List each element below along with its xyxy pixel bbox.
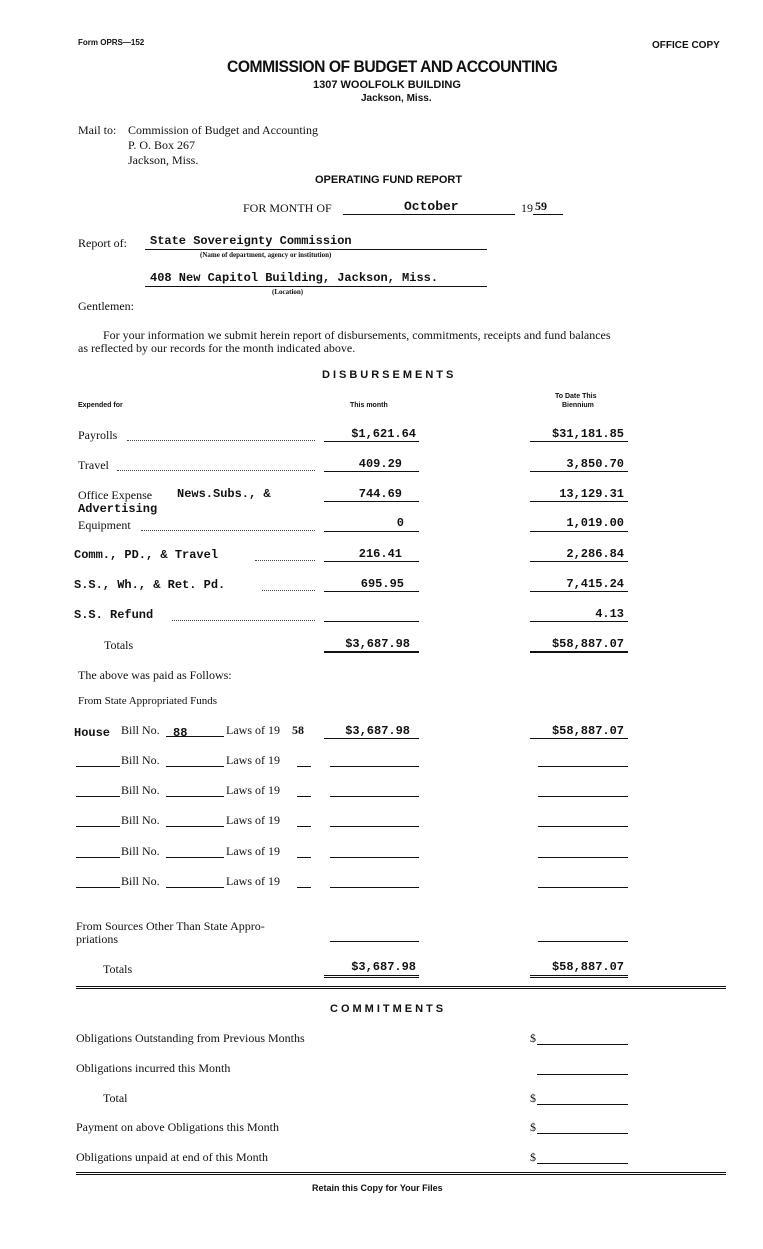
retain-notice: Retain this Copy for Your Files xyxy=(312,1183,443,1193)
commit-dollar: $ xyxy=(530,1091,536,1105)
disb-month-comm[interactable]: 216.41 xyxy=(358,547,402,561)
location-caption: (Location) xyxy=(272,288,304,296)
bill-prefix-line xyxy=(76,857,120,858)
laws-year[interactable]: 58 xyxy=(292,723,304,737)
laws-of-label: Laws of 19 xyxy=(226,723,280,737)
department-line xyxy=(145,249,487,250)
disb-todate-travel[interactable]: 3,850.70 xyxy=(566,457,624,471)
intro-line-2: as reflected by our records for the month indicated above. xyxy=(78,341,356,355)
month-amount-line xyxy=(324,531,419,532)
bill-number-line xyxy=(166,857,224,858)
disb-dots xyxy=(127,440,315,441)
paid-totals-label: Totals xyxy=(103,962,133,976)
office-copy-label: OFFICE COPY xyxy=(652,40,720,51)
month-amount-line xyxy=(330,796,419,797)
disb-dots xyxy=(141,530,315,531)
col-to-date-1: To Date This xyxy=(555,393,597,400)
mail-to-line1: Commission of Budget and Accounting xyxy=(128,123,318,137)
month-amount-line xyxy=(324,738,419,739)
todate-amount-line xyxy=(538,941,628,942)
todate-amount-line xyxy=(530,501,628,502)
commit-amount-line xyxy=(537,1104,628,1105)
laws-of-label: Laws of 19 xyxy=(226,874,280,888)
disb-label-office-expense: Office Expense xyxy=(78,488,153,502)
month-value[interactable]: October xyxy=(404,199,459,214)
commit-dollar: $ xyxy=(530,1150,536,1164)
for-month-label: FOR MONTH OF xyxy=(243,201,332,215)
city-address: Jackson, Miss. xyxy=(361,93,432,104)
col-this-month: This month xyxy=(350,402,388,409)
commit-amount-line xyxy=(537,1133,628,1134)
disb-month-equipment[interactable]: 0 xyxy=(396,516,404,530)
department-caption: (Name of department, agency or institution) xyxy=(200,251,332,259)
todate-amount-line xyxy=(530,591,628,592)
page-title: COMMISSION OF BUDGET AND ACCOUNTING xyxy=(227,57,558,76)
year-blank-line xyxy=(297,796,311,797)
disb-label-comm[interactable]: Comm., PD., & Travel xyxy=(74,548,219,562)
department-value[interactable]: State Sovereignty Commission xyxy=(150,234,352,248)
commit-label-incurred: Obligations incurred this Month xyxy=(76,1061,231,1075)
bill-month-amount[interactable]: $3,687.98 xyxy=(345,724,410,738)
disb-office-expense-detail-2[interactable]: Advertising xyxy=(78,502,158,516)
report-title: OPERATING FUND REPORT xyxy=(315,174,463,186)
disb-label-payrolls: Payrolls xyxy=(78,428,118,442)
laws-of-label: Laws of 19 xyxy=(226,783,280,797)
todate-amount-line xyxy=(538,826,628,827)
laws-of-label: Laws of 19 xyxy=(226,813,280,827)
commit-label-payment: Payment on above Obligations this Month xyxy=(76,1120,279,1134)
month-amount-line xyxy=(324,591,419,592)
todate-total-line xyxy=(530,975,628,978)
col-expended-for: Expended for xyxy=(78,402,123,409)
commit-dollar: $ xyxy=(530,1120,536,1134)
salutation: Gentlemen: xyxy=(78,299,134,313)
disb-dots xyxy=(172,620,315,621)
other-sources-line1: From Sources Other Than State Appro- xyxy=(76,919,265,933)
month-amount-line xyxy=(324,561,419,562)
bill-number-line xyxy=(166,796,224,797)
bill-prefix-line xyxy=(76,766,120,767)
disb-label-equipment: Equipment xyxy=(78,518,131,532)
disb-todate-ss[interactable]: 7,415.24 xyxy=(566,577,624,591)
disb-month-payrolls[interactable]: $1,621.64 xyxy=(351,427,416,441)
todate-amount-line xyxy=(538,766,628,767)
month-amount-line xyxy=(330,766,419,767)
bill-house[interactable]: House xyxy=(74,726,111,740)
todate-amount-line xyxy=(530,531,628,532)
mail-to-label: Mail to: xyxy=(78,123,117,137)
disb-todate-ss-refund[interactable]: 4.13 xyxy=(595,607,624,621)
form-number: Form OPRS—152 xyxy=(78,38,145,47)
month-amount-line xyxy=(330,857,419,858)
commit-amount-line xyxy=(537,1163,628,1164)
disb-dots xyxy=(117,470,315,471)
location-value[interactable]: 408 New Capitol Building, Jackson, Miss. xyxy=(150,271,439,285)
bill-prefix-line xyxy=(76,826,120,827)
bill-no-label: Bill No. xyxy=(121,753,160,767)
bill-no-label: Bill No. xyxy=(121,844,160,858)
bill-todate-amount[interactable]: $58,887.07 xyxy=(551,724,624,738)
todate-amount-line xyxy=(530,441,628,442)
month-amount-line xyxy=(324,441,419,442)
bill-number-line xyxy=(166,887,224,888)
month-amount-line xyxy=(324,501,419,502)
paid-heading: The above was paid as Follows: xyxy=(78,668,232,682)
disb-total-todate[interactable]: $58,887.07 xyxy=(551,637,624,651)
todate-amount-line xyxy=(530,738,628,739)
commit-label-total: Total xyxy=(103,1091,128,1105)
todate-amount-line xyxy=(538,857,628,858)
bill-number-line xyxy=(166,826,224,827)
commitments-heading: COMMITMENTS xyxy=(330,1003,447,1015)
disb-total-month[interactable]: $3,687.98 xyxy=(345,637,410,651)
commit-amount-line xyxy=(537,1074,628,1075)
bill-number[interactable]: 88 xyxy=(173,726,188,740)
mail-to-line3: Jackson, Miss. xyxy=(128,153,199,167)
month-total-line xyxy=(324,651,419,653)
disb-label-travel: Travel xyxy=(78,458,109,472)
bill-no-label: Bill No. xyxy=(121,723,160,737)
year-blank-line xyxy=(297,887,311,888)
disb-todate-office[interactable]: 13,129.31 xyxy=(559,487,624,501)
disb-dots xyxy=(262,590,315,591)
report-of-label: Report of: xyxy=(78,236,127,250)
month-amount-line xyxy=(324,621,419,622)
bill-no-label: Bill No. xyxy=(121,783,160,797)
paid-total-month[interactable]: $3,687.98 xyxy=(351,960,416,974)
month-amount-line xyxy=(330,887,419,888)
section-divider xyxy=(76,986,726,989)
bill-prefix-line xyxy=(76,796,120,797)
bill-no-label: Bill No. xyxy=(121,813,160,827)
from-state-funds: From State Appropriated Funds xyxy=(78,695,218,707)
col-to-date-2: Biennium xyxy=(562,402,594,409)
month-total-line xyxy=(324,975,419,978)
year-line xyxy=(533,214,563,215)
other-sources-line2: priations xyxy=(76,932,118,946)
month-line xyxy=(343,214,515,215)
month-amount-line xyxy=(324,471,419,472)
laws-of-label: Laws of 19 xyxy=(226,844,280,858)
disb-totals-label: Totals xyxy=(104,638,134,652)
location-line xyxy=(145,286,487,287)
todate-total-line xyxy=(530,651,628,653)
intro-line-1: For your information we submit herein report of disbursements, commitments, receipts and fund balances xyxy=(103,328,611,342)
disb-dots xyxy=(255,560,315,561)
year-blank-line xyxy=(297,826,311,827)
commit-label-outstanding: Obligations Outstanding from Previous Months xyxy=(76,1031,305,1045)
disb-todate-equipment[interactable]: 1,019.00 xyxy=(566,516,624,530)
year-blank-line xyxy=(297,766,311,767)
bill-no-label: Bill No. xyxy=(121,874,160,888)
mail-to-line2: P. O. Box 267 xyxy=(128,138,196,152)
todate-amount-line xyxy=(530,621,628,622)
disbursements-heading: DISBURSEMENTS xyxy=(322,369,457,381)
commit-label-unpaid: Obligations unpaid at end of this Month xyxy=(76,1150,268,1164)
year-blank-line xyxy=(297,857,311,858)
bill-prefix-line xyxy=(76,887,120,888)
disb-todate-payrolls[interactable]: $31,181.85 xyxy=(551,427,624,441)
disb-label-ss-refund[interactable]: S.S. Refund xyxy=(74,608,154,622)
commit-amount-line xyxy=(537,1044,628,1045)
bill-number-line xyxy=(166,766,224,767)
year-prefix: 19 xyxy=(521,201,533,215)
todate-amount-line xyxy=(538,796,628,797)
disb-month-office[interactable]: 744.69 xyxy=(358,487,402,501)
disb-month-travel[interactable]: 409.29 xyxy=(358,457,402,471)
disb-label-ss[interactable]: S.S., Wh., & Ret. Pd. xyxy=(74,578,226,592)
todate-amount-line xyxy=(530,561,628,562)
year-suffix[interactable]: 59 xyxy=(535,199,547,213)
disb-office-expense-detail[interactable]: News.Subs., & xyxy=(177,487,271,501)
laws-of-label: Laws of 19 xyxy=(226,753,280,767)
disb-todate-comm[interactable]: 2,286.84 xyxy=(566,547,624,561)
paid-total-todate[interactable]: $58,887.07 xyxy=(551,960,624,974)
todate-amount-line xyxy=(538,887,628,888)
month-amount-line xyxy=(330,941,419,942)
disb-month-ss[interactable]: 695.95 xyxy=(360,577,404,591)
commit-dollar: $ xyxy=(530,1031,536,1045)
todate-amount-line xyxy=(530,471,628,472)
month-amount-line xyxy=(330,826,419,827)
footer-divider xyxy=(76,1172,726,1175)
building-address: 1307 WOOLFOLK BUILDING xyxy=(313,79,461,91)
